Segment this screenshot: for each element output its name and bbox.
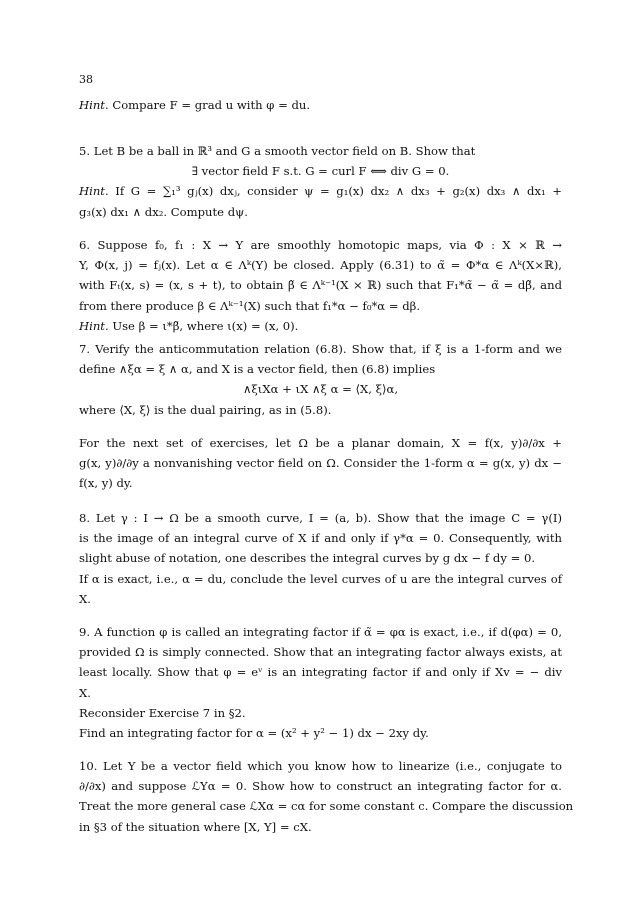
hint-line	[79, 316, 562, 336]
exercise-line: Y, Φ(x, j) = fⱼ(x). Let α ∈ Λᵏ(Y) be closed. Apply (6.31) to α̃ = Φ*α ∈ Λᵏ(X×ℝ),	[79, 258, 562, 273]
display-equation: ∧ξιXα + ιX ∧ξ α = ⟨X, ξ⟩α,	[242, 382, 399, 397]
exercise-line: 5. Let B be a ball in ℝ³ and G a smooth vector field on B. Show that	[79, 144, 476, 158]
display-equation: ∃ vector field F s.t. G = curl F ⟺ div G = 0.	[191, 164, 450, 179]
exercise-line: with Fₜ(x, s) = (x, s + t), to obtain β̃ ∈ Λᵏ⁻¹(X × ℝ) such that F₁*α̃ − α̃ = dβ̃, and	[79, 278, 562, 293]
exercise-10	[79, 756, 574, 837]
intro-line: g(x, y)∂/∂y a nonvanishing vector field on Ω. Consider the 1-form α = g(x, y) dx −	[79, 456, 562, 471]
hint-line	[79, 95, 562, 115]
page-number: 38	[79, 73, 93, 86]
exercise-intro	[79, 433, 562, 494]
exercise-line: 6. Suppose f₀, f₁ : X → Y are smoothly homotopic maps, via Φ : X × ℝ →	[79, 238, 562, 252]
exercise-line: X.	[79, 685, 91, 700]
exercise-7	[79, 339, 562, 420]
exercise-line: provided Ω is simply connected. Show that an integrating factor always exists, at	[79, 645, 562, 660]
hint-label: Hint.	[79, 318, 109, 333]
exercise-line: ∂/∂x) and suppose ℒYα = 0. Show how to construct an integrating factor for α.	[79, 779, 562, 794]
intro-line: For the next set of exercises, let Ω be a planar domain, X = f(x, y)∂/∂x +	[79, 436, 562, 450]
hint-text: Use β = ι*β̃, where ι(x) = (x, 0).	[112, 318, 299, 333]
exercise-line: least locally. Show that φ = eᵛ is an integrating factor if and only if Xv = − div	[79, 665, 562, 680]
intro-line: f(x, y) dy.	[79, 476, 133, 491]
exercise-line: where ⟨X, ξ⟩ is the dual pairing, as in (5.8).	[79, 402, 332, 417]
hint-compare	[79, 95, 562, 115]
exercise-line: 10. Let Y be a vector field which you know how to linearize (i.e., conjugate to	[79, 759, 562, 773]
hint-text: If G = ∑₁³ gⱼ(x) dxⱼ, consider ψ = g₁(x) dx₂ ∧ dx₃ + g₂(x) dx₃ ∧ dx₁ +	[115, 184, 562, 199]
exercise-line: is the image of an integral curve of X if and only if γ*α = 0. Consequently, with	[79, 531, 562, 546]
exercise-line: Reconsider Exercise 7 in §2.	[79, 705, 246, 720]
exercise-line: from there produce β ∈ Λᵏ⁻¹(X) such that f₁*α − f₀*α = dβ.	[79, 298, 421, 313]
exercise-line: in §3 of the situation where [X, Y] = cX.	[79, 819, 312, 834]
exercise-line: define ∧ξα = ξ ∧ α, and X is a vector field, then (6.8) implies	[79, 362, 436, 377]
exercise-line: Find an integrating factor for α = (x² + y² − 1) dx − 2xy dy.	[79, 726, 429, 741]
hint-text: Compare F = grad u with φ = du.	[112, 98, 311, 112]
exercise-line: 9. A function φ is called an integrating factor if α̃ = φα is exact, i.e., if d(φα) = 0,	[79, 625, 562, 639]
exercise-9	[79, 622, 562, 743]
exercise-8	[79, 508, 562, 609]
hint-line: g₃(x) dx₁ ∧ dx₂. Compute dψ.	[79, 204, 248, 219]
exercise-5	[79, 141, 562, 222]
exercise-line: X.	[79, 591, 91, 606]
hint-label: Hint.	[79, 98, 109, 112]
exercise-line: 8. Let γ : I → Ω be a smooth curve, I = (a, b). Show that the image C = γ(I)	[79, 511, 562, 525]
hint-line	[79, 181, 562, 201]
exercise-6	[79, 235, 562, 336]
exercise-line: If α is exact, i.e., α = du, conclude the level curves of u are the integral curves of	[79, 571, 562, 586]
exercise-line: 7. Verify the anticommutation relation (6.8). Show that, if ξ is a 1-form and we	[79, 342, 562, 356]
exercise-line: slight abuse of notation, one describes the integral curves by g dx − f dy = 0.	[79, 551, 536, 566]
hint-label: Hint.	[79, 184, 109, 199]
exercise-line: Treat the more general case ℒXα = cα for some constant c. Compare the discussion	[79, 799, 574, 814]
